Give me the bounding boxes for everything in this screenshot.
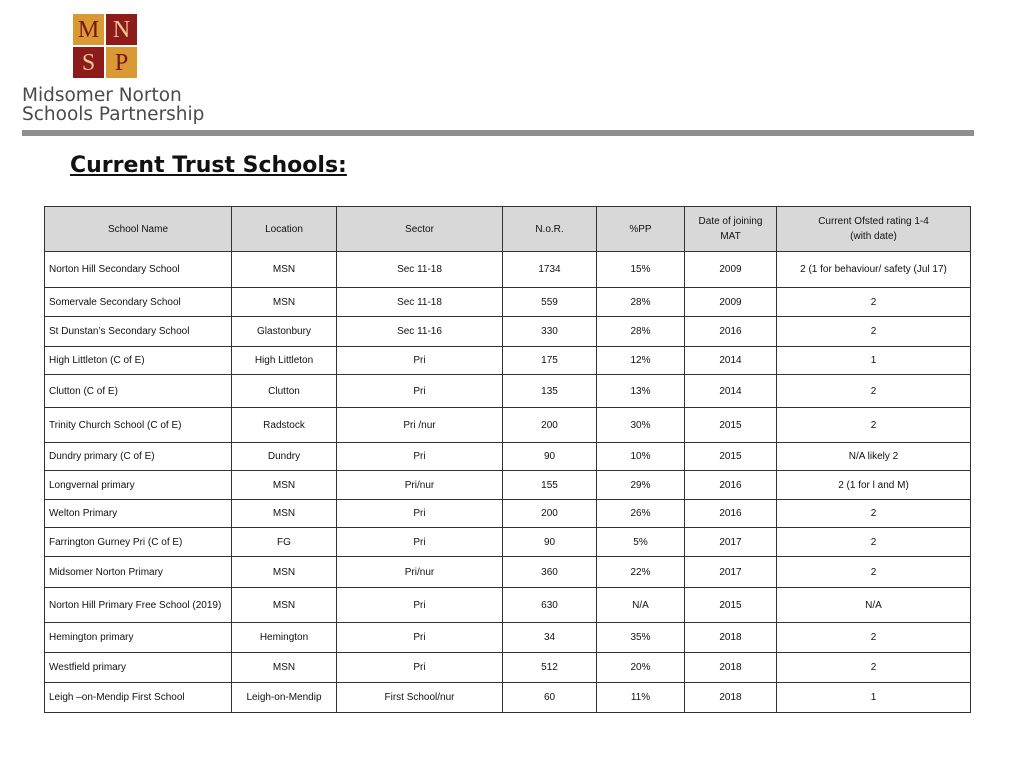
cell-pp: 22% — [597, 557, 685, 588]
cell-pp: 30% — [597, 408, 685, 443]
header-date-joining-line1: Date of joining — [698, 216, 763, 227]
cell-ofsted: 1 — [777, 683, 971, 713]
cell-location: MSN — [232, 288, 337, 317]
cell-sector: Sec 11-18 — [337, 288, 503, 317]
header-date-joining — [685, 207, 777, 252]
cell-name: Farrington Gurney Pri (C of E) — [45, 528, 232, 557]
cell-nor: 155 — [503, 471, 597, 500]
cell-ofsted: 2 — [777, 528, 971, 557]
cell-location: Leigh-on-Mendip — [232, 683, 337, 713]
header-location: Location — [232, 207, 337, 252]
cell-ofsted: 2 — [777, 557, 971, 588]
cell-pp: 20% — [597, 653, 685, 683]
cell-location: MSN — [232, 500, 337, 528]
cell-nor: 1734 — [503, 252, 597, 288]
cell-location: MSN — [232, 557, 337, 588]
cell-sector: Pri — [337, 588, 503, 623]
page-title: Current Trust Schools: — [70, 153, 347, 178]
cell-pp: 28% — [597, 288, 685, 317]
cell-location: Radstock — [232, 408, 337, 443]
cell-ofsted: 2 — [777, 623, 971, 653]
cell-sector: Pri — [337, 500, 503, 528]
cell-name: Somervale Secondary School — [45, 288, 232, 317]
header-ofsted-line1: Current Ofsted rating 1-4 — [818, 216, 929, 227]
cell-nor: 330 — [503, 317, 597, 347]
cell-sector: Pri /nur — [337, 408, 503, 443]
cell-nor: 34 — [503, 623, 597, 653]
cell-pp: 11% — [597, 683, 685, 713]
cell-nor: 90 — [503, 443, 597, 471]
table-row — [45, 500, 971, 528]
cell-name: Midsomer Norton Primary — [45, 557, 232, 588]
cell-pp: 10% — [597, 443, 685, 471]
trust-schools-table — [44, 206, 971, 713]
cell-name: Clutton (C of E) — [45, 375, 232, 408]
header-pp: %PP — [597, 207, 685, 252]
logo-wordmark-line1: Midsomer Norton — [22, 85, 182, 106]
header-divider — [22, 130, 974, 136]
cell-pp: 35% — [597, 623, 685, 653]
cell-pp: 13% — [597, 375, 685, 408]
cell-location: High Littleton — [232, 347, 337, 375]
table-header-row — [45, 207, 971, 252]
table-row — [45, 317, 971, 347]
cell-name: High Littleton (C of E) — [45, 347, 232, 375]
cell-name: St Dunstan’s Secondary School — [45, 317, 232, 347]
cell-joined: 2014 — [685, 375, 777, 408]
cell-sector: Sec 11-18 — [337, 252, 503, 288]
cell-sector: Pri/nur — [337, 557, 503, 588]
cell-nor: 90 — [503, 528, 597, 557]
table-row — [45, 347, 971, 375]
header-sector: Sector — [337, 207, 503, 252]
cell-ofsted: 2 (1 for behaviour/ safety (Jul 17) — [777, 252, 971, 288]
header-ofsted-line2: (with date) — [850, 231, 897, 242]
cell-location: MSN — [232, 471, 337, 500]
table-row — [45, 653, 971, 683]
cell-sector: Pri — [337, 375, 503, 408]
cell-pp: 15% — [597, 252, 685, 288]
cell-sector: Pri/nur — [337, 471, 503, 500]
cell-ofsted: 2 — [777, 408, 971, 443]
cell-joined: 2009 — [685, 288, 777, 317]
table-row — [45, 443, 971, 471]
logo-wordmark — [22, 86, 204, 124]
cell-joined: 2018 — [685, 653, 777, 683]
table-row — [45, 683, 971, 713]
table-row — [45, 557, 971, 588]
cell-pp: 29% — [597, 471, 685, 500]
table-row — [45, 408, 971, 443]
cell-name: Westfield primary — [45, 653, 232, 683]
cell-location: MSN — [232, 588, 337, 623]
logo-wordmark-line2: Schools Partnership — [22, 104, 205, 125]
cell-pp: 26% — [597, 500, 685, 528]
cell-nor: 630 — [503, 588, 597, 623]
cell-ofsted: N/A — [777, 588, 971, 623]
cell-location: MSN — [232, 252, 337, 288]
cell-joined: 2016 — [685, 471, 777, 500]
cell-pp: 5% — [597, 528, 685, 557]
cell-nor: 559 — [503, 288, 597, 317]
cell-location: Dundry — [232, 443, 337, 471]
cell-ofsted: 2 — [777, 653, 971, 683]
logo-letter-s: S — [73, 47, 104, 78]
cell-ofsted: 2 — [777, 317, 971, 347]
cell-location: Glastonbury — [232, 317, 337, 347]
cell-ofsted: 2 — [777, 500, 971, 528]
cell-joined: 2016 — [685, 317, 777, 347]
cell-joined: 2017 — [685, 557, 777, 588]
cell-joined: 2015 — [685, 408, 777, 443]
cell-sector: Pri — [337, 443, 503, 471]
table-row — [45, 623, 971, 653]
table-body — [45, 252, 971, 713]
header-school-name: School Name — [45, 207, 232, 252]
cell-nor: 360 — [503, 557, 597, 588]
logo-letter-n: N — [106, 14, 137, 45]
cell-ofsted: 1 — [777, 347, 971, 375]
cell-nor: 200 — [503, 500, 597, 528]
table-row — [45, 375, 971, 408]
cell-nor: 60 — [503, 683, 597, 713]
cell-nor: 512 — [503, 653, 597, 683]
cell-name: Longvernal primary — [45, 471, 232, 500]
cell-location: MSN — [232, 653, 337, 683]
cell-name: Leigh –on-Mendip First School — [45, 683, 232, 713]
table-row — [45, 288, 971, 317]
cell-joined: 2015 — [685, 443, 777, 471]
cell-sector: Pri — [337, 623, 503, 653]
cell-sector: Pri — [337, 528, 503, 557]
table-row — [45, 252, 971, 288]
table-row — [45, 528, 971, 557]
cell-name: Welton Primary — [45, 500, 232, 528]
cell-name: Norton Hill Primary Free School (2019) — [45, 588, 232, 623]
cell-ofsted: N/A likely 2 — [777, 443, 971, 471]
cell-name: Trinity Church School (C of E) — [45, 408, 232, 443]
cell-joined: 2017 — [685, 528, 777, 557]
table-row — [45, 588, 971, 623]
cell-ofsted: 2 (1 for l and M) — [777, 471, 971, 500]
cell-joined: 2018 — [685, 683, 777, 713]
header-date-joining-line2: MAT — [720, 231, 741, 242]
cell-name: Norton Hill Secondary School — [45, 252, 232, 288]
cell-nor: 135 — [503, 375, 597, 408]
cell-ofsted: 2 — [777, 288, 971, 317]
cell-name: Dundry primary (C of E) — [45, 443, 232, 471]
header-ofsted-rating — [777, 207, 971, 252]
cell-nor: 175 — [503, 347, 597, 375]
cell-pp: 28% — [597, 317, 685, 347]
cell-location: FG — [232, 528, 337, 557]
cell-nor: 200 — [503, 408, 597, 443]
cell-pp: 12% — [597, 347, 685, 375]
cell-pp: N/A — [597, 588, 685, 623]
cell-joined: 2014 — [685, 347, 777, 375]
logo-letter-p: P — [106, 47, 137, 78]
cell-sector: Sec 11-16 — [337, 317, 503, 347]
cell-sector: Pri — [337, 347, 503, 375]
cell-sector: First School/nur — [337, 683, 503, 713]
cell-joined: 2009 — [685, 252, 777, 288]
cell-location: Clutton — [232, 375, 337, 408]
cell-location: Hemington — [232, 623, 337, 653]
cell-joined: 2016 — [685, 500, 777, 528]
logo-letter-m: M — [73, 14, 104, 45]
header-nor: N.o.R. — [503, 207, 597, 252]
cell-joined: 2018 — [685, 623, 777, 653]
cell-name: Hemington primary — [45, 623, 232, 653]
cell-joined: 2015 — [685, 588, 777, 623]
table-row — [45, 471, 971, 500]
mnsp-logo-mark — [73, 14, 137, 78]
cell-sector: Pri — [337, 653, 503, 683]
cell-ofsted: 2 — [777, 375, 971, 408]
